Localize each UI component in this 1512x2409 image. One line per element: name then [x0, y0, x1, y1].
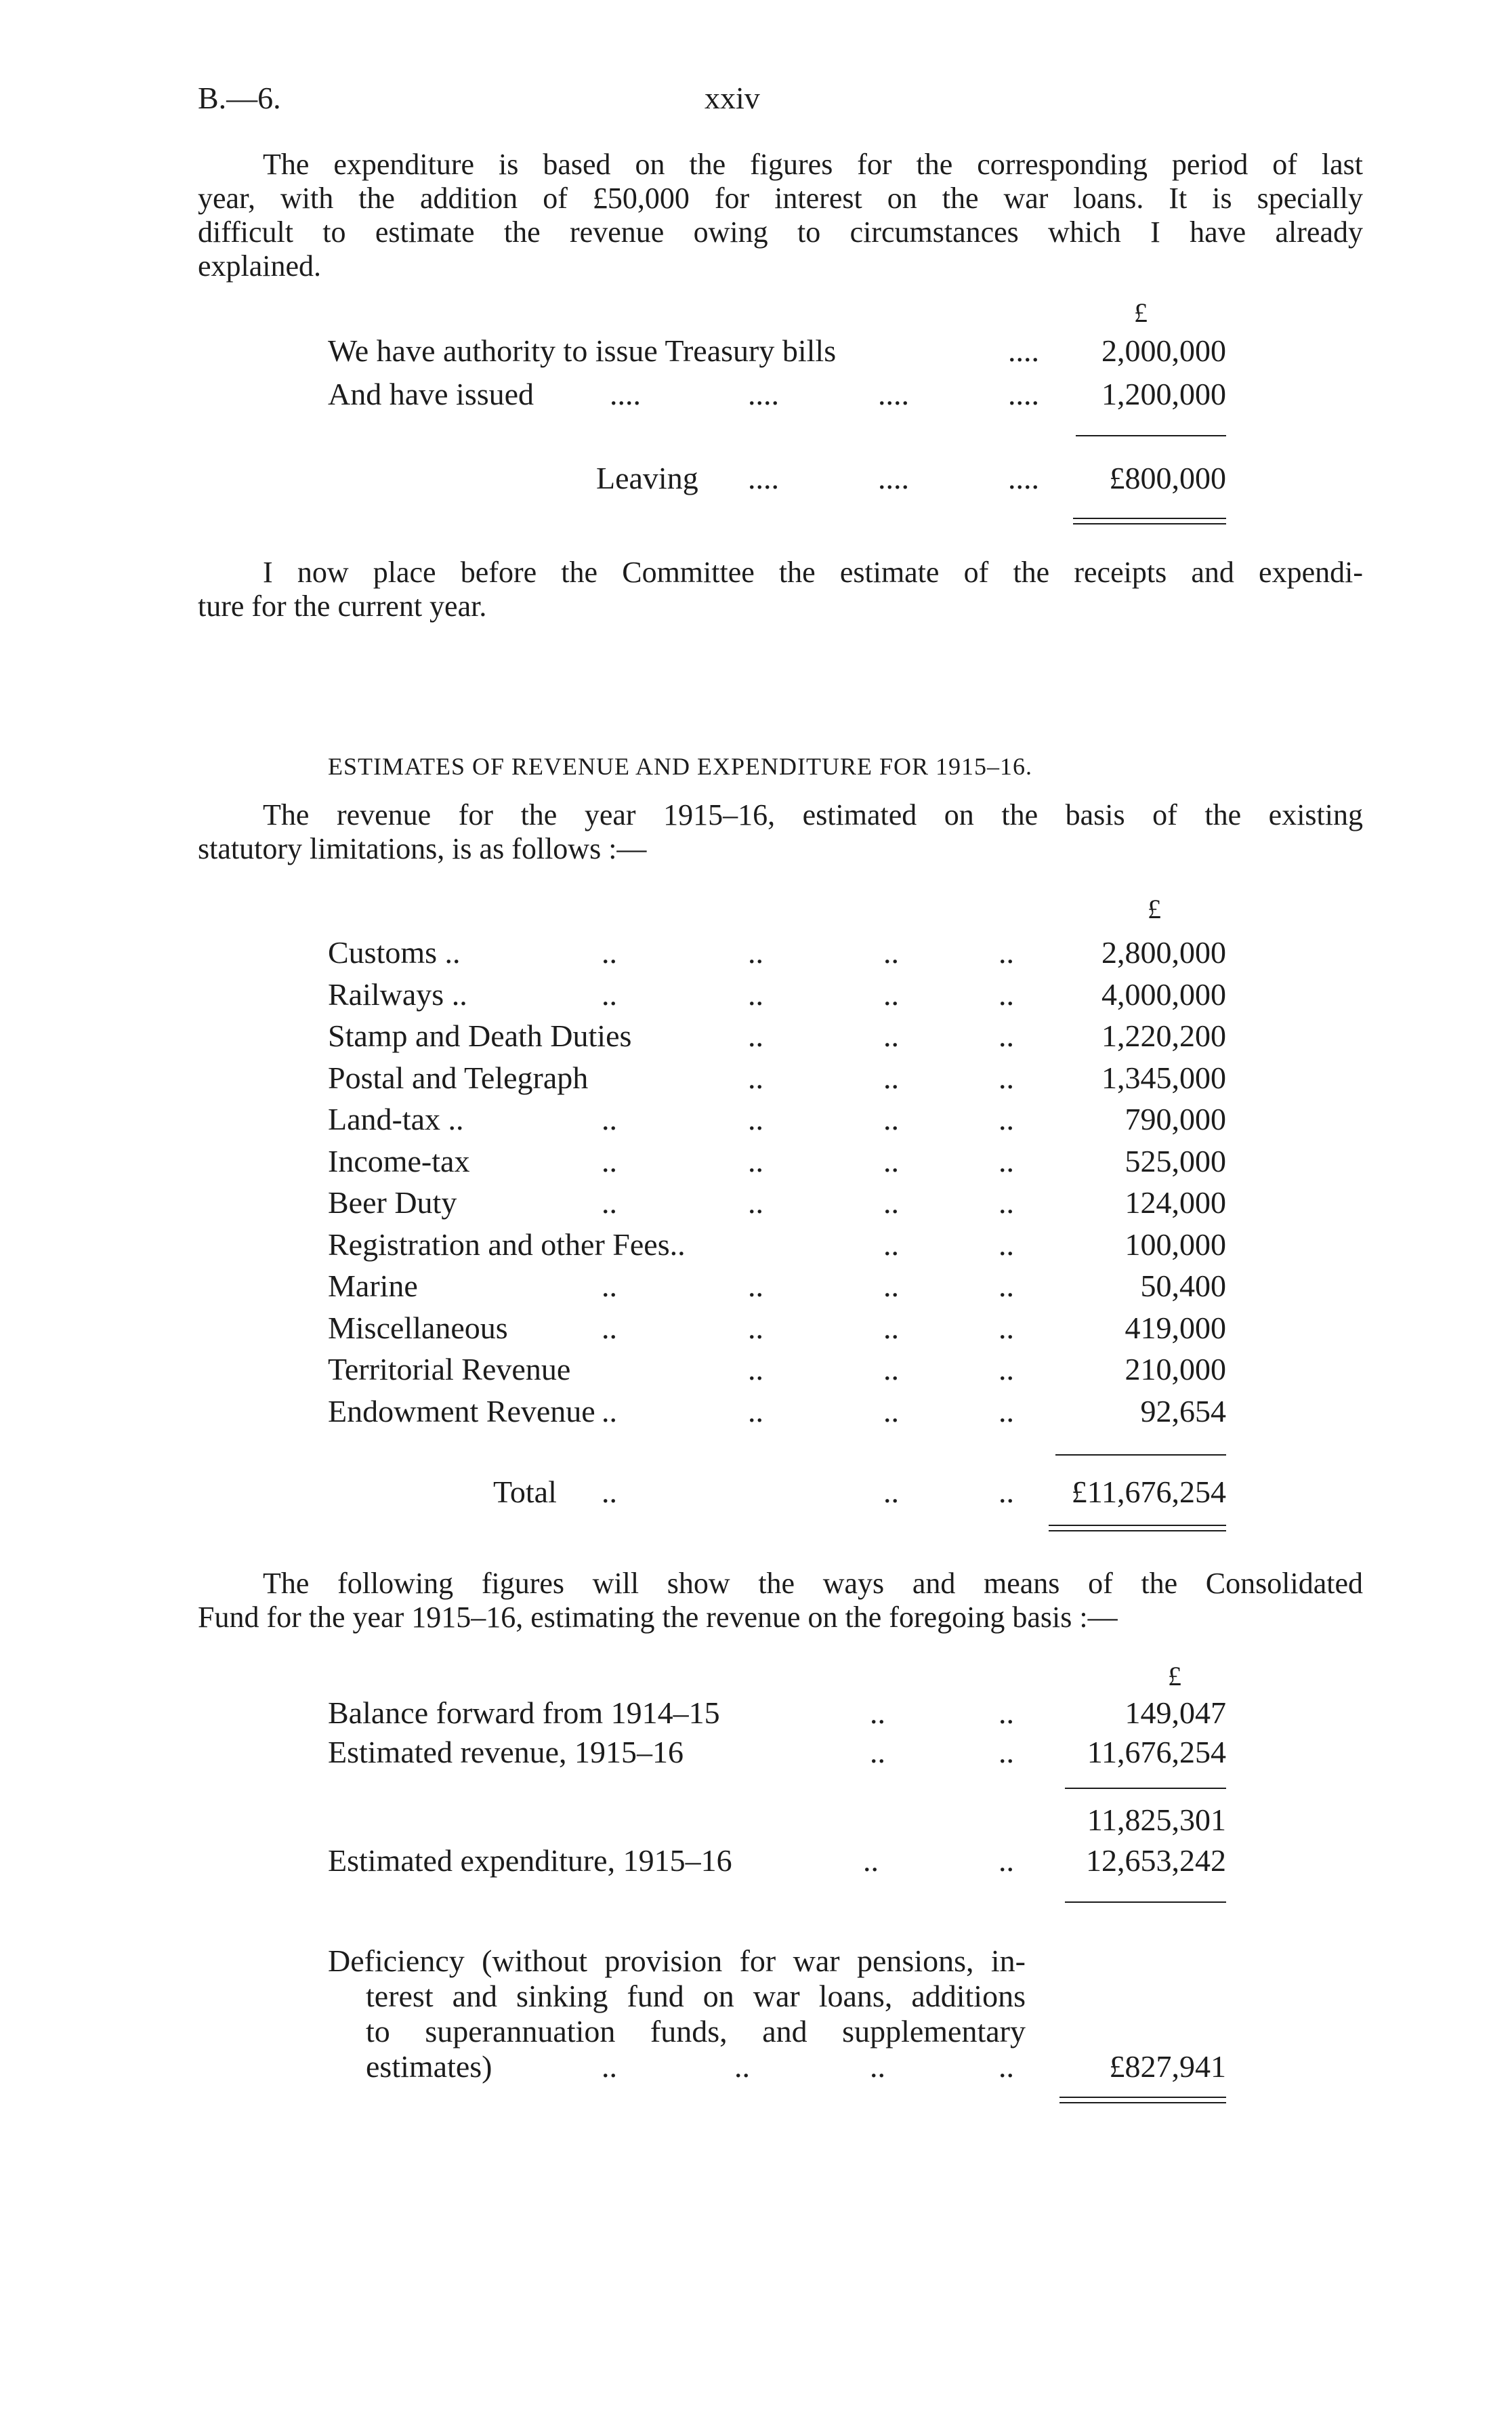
paragraph-line: The revenue for the year 1915–16, estimated on the basis of the existing: [263, 798, 1363, 831]
row-label: Total: [493, 1475, 557, 1509]
leader-dots: ..: [883, 1475, 899, 1509]
row-value: £800,000: [1109, 461, 1226, 495]
leader-dots: ..: [999, 976, 1014, 1012]
revenue-item-label: Marine: [328, 1269, 418, 1303]
paragraph-line: Fund for the year 1915–16, estimating the revenue on the foregoing basis :—: [198, 1601, 1118, 1634]
leader-dots: ..: [748, 1060, 763, 1095]
row-value: £11,676,254: [1071, 1475, 1226, 1509]
leader-dots: ..: [870, 1735, 885, 1769]
leader-dots: ..: [883, 1185, 899, 1220]
paragraph-line: terest and sinking fund on war loans, additions: [366, 1979, 1026, 2013]
leader-dots: ..: [999, 1269, 1014, 1303]
revenue-total-row: [328, 1472, 1226, 1512]
leader-dots: ....: [1008, 377, 1039, 411]
estimated-revenue-row: [328, 1732, 1226, 1773]
revenue-row: [328, 1266, 1226, 1306]
leader-dots: ..: [602, 1393, 617, 1428]
intro-paragraph: [198, 148, 1363, 283]
leader-dots: ..: [883, 1102, 899, 1136]
currency-symbol: £: [1168, 1661, 1181, 1691]
leader-dots: ....: [748, 377, 779, 411]
revenue-item-value: 525,000: [1125, 1143, 1226, 1178]
estimates-intro-paragraph: [198, 798, 1363, 866]
leader-dots: ..: [883, 1060, 899, 1095]
subtotal-row: [328, 1800, 1226, 1840]
subtotal-rule: [1065, 1901, 1226, 1903]
deficiency-row: [328, 2046, 1226, 2087]
total-double-rule: [1049, 1525, 1226, 1531]
leader-dots: ..: [748, 1352, 763, 1386]
revenue-item-label: Postal and Telegraph: [328, 1060, 589, 1095]
paragraph-line: The expenditure is based on the figures for the corresponding period of last: [263, 148, 1363, 181]
row-value: 11,676,254: [1087, 1735, 1226, 1769]
total-double-rule: [1059, 2097, 1226, 2103]
leader-dots: ..: [999, 2049, 1014, 2084]
currency-symbol: £: [1134, 297, 1148, 328]
revenue-item-label: Beer Duty: [328, 1185, 457, 1220]
row-value: 11,825,301: [1087, 1803, 1226, 1837]
paragraph-line: estimates): [366, 2049, 492, 2084]
paragraph-line: statutory limitations, is as follows :—: [198, 832, 647, 865]
revenue-row: [328, 1182, 1226, 1223]
row-value: 12,653,242: [1086, 1843, 1226, 1878]
revenue-row: [328, 1391, 1226, 1432]
paragraph-line: year, with the addition of £50,000 for interest on the war loans. It is specially: [198, 182, 1363, 215]
leader-dots: ....: [878, 461, 909, 495]
revenue-item-label: Registration and other Fees..: [328, 1227, 686, 1262]
leader-dots: ....: [1008, 461, 1039, 495]
leader-dots: ..: [602, 1269, 617, 1303]
leader-dots: ..: [999, 1018, 1014, 1053]
revenue-item-label: Land-tax ..: [328, 1102, 464, 1136]
leader-dots: ..: [602, 2049, 617, 2084]
leader-dots: ..: [748, 1269, 763, 1303]
leader-dots: ..: [999, 1185, 1014, 1220]
leader-dots: ..: [863, 1843, 879, 1878]
balance-forward-row: [328, 1693, 1226, 1733]
leader-dots: ..: [999, 1475, 1014, 1509]
leader-dots: ..: [883, 1310, 899, 1345]
leader-dots: ..: [999, 1352, 1014, 1386]
revenue-item-value: 1,345,000: [1101, 1060, 1226, 1095]
subtotal-rule: [1076, 435, 1226, 436]
leader-dots: ..: [999, 1393, 1014, 1428]
revenue-item-label: Endowment Revenue: [328, 1393, 595, 1428]
revenue-row: [328, 1224, 1226, 1265]
paragraph-line: I now place before the Committee the estimate of the receipts and expendi-: [263, 556, 1363, 589]
leader-dots: ..: [999, 935, 1014, 970]
leader-dots: ..: [870, 1695, 885, 1730]
leader-dots: ..: [883, 1143, 899, 1178]
revenue-item-value: 100,000: [1125, 1227, 1226, 1262]
leader-dots: ..: [999, 1227, 1014, 1262]
leader-dots: ..: [999, 1060, 1014, 1095]
leader-dots: ..: [734, 2049, 750, 2084]
committee-paragraph: [198, 556, 1363, 623]
row-label: Leaving: [596, 461, 698, 495]
row-label: And have issued: [328, 377, 534, 411]
revenue-item-value: 4,000,000: [1101, 976, 1226, 1012]
document-reference: B.—6.: [198, 81, 281, 115]
revenue-item-value: 124,000: [1125, 1185, 1226, 1220]
revenue-row: [328, 1016, 1226, 1056]
paragraph-line: Deficiency (without provision for war pensions, in-: [328, 1943, 1026, 1978]
leader-dots: ..: [999, 1843, 1014, 1878]
leader-dots: ..: [999, 1143, 1014, 1178]
page-number: xxiv: [705, 81, 760, 115]
revenue-item-value: 210,000: [1125, 1352, 1226, 1386]
leader-dots: ....: [748, 461, 779, 495]
row-label: Estimated revenue, 1915–16: [328, 1735, 684, 1769]
leader-dots: ..: [999, 1735, 1014, 1769]
leader-dots: ..: [883, 1393, 899, 1428]
paragraph-line: to superannuation funds, and supplementary: [366, 2014, 1026, 2048]
leader-dots: ..: [602, 1310, 617, 1345]
leader-dots: ..: [748, 1393, 763, 1428]
row-value: 1,200,000: [1101, 377, 1226, 411]
total-double-rule: [1073, 518, 1226, 524]
revenue-item-label: Territorial Revenue: [328, 1352, 571, 1386]
leader-dots: ..: [883, 935, 899, 970]
row-label: Estimated expenditure, 1915–16: [328, 1843, 732, 1878]
revenue-row: [328, 1058, 1226, 1098]
subtotal-rule: [1055, 1454, 1226, 1456]
row-value: 149,047: [1125, 1695, 1226, 1730]
revenue-item-label: Miscellaneous: [328, 1310, 508, 1345]
leader-dots: ..: [870, 2049, 885, 2084]
leader-dots: ....: [610, 377, 641, 411]
paragraph-line: ture for the current year.: [198, 590, 487, 623]
leader-dots: ..: [999, 1102, 1014, 1136]
leader-dots: ..: [748, 1310, 763, 1345]
estimated-expenditure-row: [328, 1840, 1226, 1881]
revenue-row: [328, 1349, 1226, 1390]
revenue-row: [328, 932, 1226, 973]
leader-dots: ..: [602, 935, 617, 970]
row-value: £827,941: [1109, 2049, 1226, 2084]
paragraph-line: The following figures will show the ways and means of the Consolidated: [263, 1567, 1363, 1600]
revenue-item-label: Income-tax: [328, 1143, 470, 1178]
leader-dots: ..: [602, 1185, 617, 1220]
leader-dots: ..: [883, 1227, 899, 1262]
revenue-row: [328, 1308, 1226, 1348]
section-heading: ESTIMATES OF REVENUE AND EXPENDITURE FOR 1915–16.: [328, 753, 1033, 780]
paragraph-line: explained.: [198, 249, 322, 283]
leader-dots: ..: [602, 1102, 617, 1136]
currency-symbol: £: [1148, 894, 1161, 924]
treasury-row-issued: [328, 374, 1226, 415]
revenue-item-label: Stamp and Death Duties: [328, 1018, 632, 1053]
leader-dots: ..: [748, 1185, 763, 1220]
leader-dots: ..: [602, 1143, 617, 1178]
row-label: We have authority to issue Treasury bills: [328, 333, 837, 368]
leader-dots: ..: [883, 1269, 899, 1303]
revenue-row: [328, 1099, 1226, 1140]
leader-dots: ..: [748, 976, 763, 1012]
row-label: Balance forward from 1914–15: [328, 1695, 720, 1730]
revenue-item-value: 50,400: [1140, 1269, 1226, 1303]
revenue-item-label: Customs ..: [328, 935, 461, 970]
treasury-row-authority: [328, 331, 1226, 371]
leader-dots: ....: [1008, 333, 1039, 368]
leader-dots: ..: [602, 1475, 617, 1509]
ways-means-intro-paragraph: [198, 1567, 1363, 1634]
subtotal-rule: [1065, 1788, 1226, 1789]
leader-dots: ..: [748, 1102, 763, 1136]
leader-dots: ..: [883, 976, 899, 1012]
revenue-item-value: 2,800,000: [1101, 935, 1226, 970]
leader-dots: ..: [748, 1018, 763, 1053]
row-value: 2,000,000: [1101, 333, 1226, 368]
revenue-item-value: 790,000: [1125, 1102, 1226, 1136]
treasury-row-leaving: [328, 458, 1226, 499]
revenue-item-value: 1,220,200: [1101, 1018, 1226, 1053]
revenue-row: [328, 1141, 1226, 1182]
leader-dots: ..: [602, 976, 617, 1012]
paragraph-line: difficult to estimate the revenue owing to circumstances which I have already: [198, 215, 1363, 249]
leader-dots: ..: [748, 935, 763, 970]
leader-dots: ..: [999, 1695, 1014, 1730]
leader-dots: ..: [748, 1143, 763, 1178]
leader-dots: ..: [999, 1310, 1014, 1345]
revenue-item-value: 419,000: [1125, 1310, 1226, 1345]
revenue-item-value: 92,654: [1140, 1393, 1226, 1428]
leader-dots: ..: [883, 1352, 899, 1386]
revenue-row: [328, 974, 1226, 1015]
leader-dots: ....: [878, 377, 909, 411]
revenue-item-label: Railways ..: [328, 976, 467, 1012]
leader-dots: ..: [883, 1018, 899, 1053]
